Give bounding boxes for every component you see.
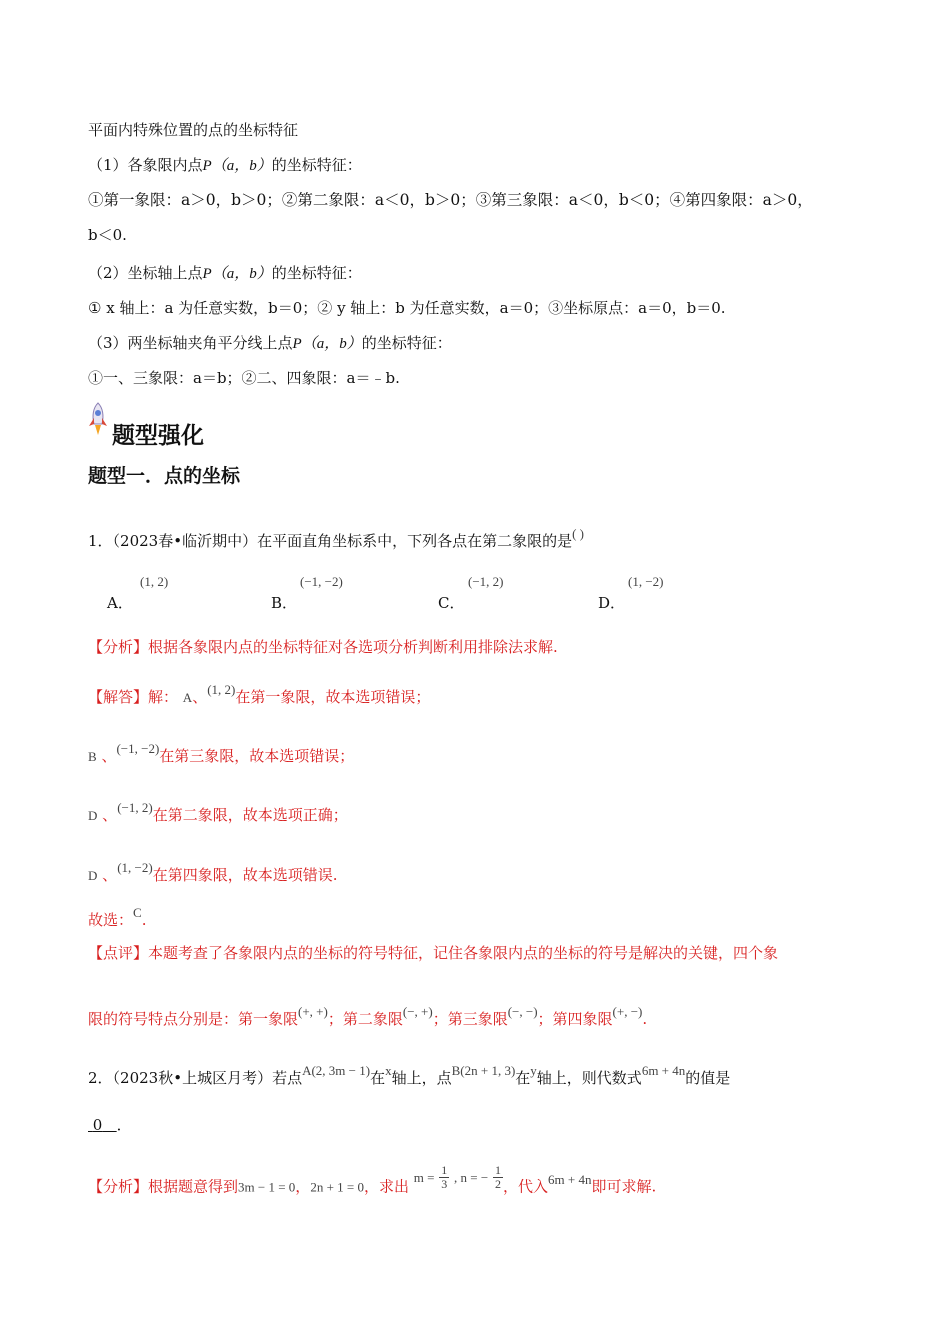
q1-stem bbox=[88, 526, 584, 551]
s2-label: （2）坐标轴上点 bbox=[88, 264, 203, 282]
q1-choose-prefix: 故选： bbox=[88, 911, 134, 929]
q1-option-a-value: (1, 2) bbox=[140, 574, 169, 589]
ans1-sep: 、 bbox=[192, 688, 208, 706]
q2-eq1: 3m − 1 = 0 bbox=[238, 1179, 296, 1195]
intro-title: 平面内特殊位置的点的坐标特征 bbox=[88, 121, 299, 139]
q2-analysis-a: 【分析】根据题意得到 bbox=[88, 1177, 239, 1196]
q2-point-b: B(2n + 1, 3) bbox=[451, 1063, 516, 1078]
q2-m-eq: m = bbox=[413, 1169, 435, 1185]
ans2-sep: 、 bbox=[101, 747, 117, 765]
ans1-text: 在第一象限，故本选项错误； bbox=[235, 688, 431, 706]
intro-s1-heading bbox=[88, 154, 362, 175]
q1-comment-line-2 bbox=[88, 1004, 648, 1029]
q1-option-d-value: (1, −2) bbox=[628, 574, 664, 589]
q1-comment2-c: ；第三象限 bbox=[432, 1010, 508, 1028]
q1-sign2: (−, +) bbox=[402, 1004, 433, 1019]
q2-eq2: 2n + 1 = 0 bbox=[310, 1179, 364, 1195]
q2-n-fraction bbox=[493, 1164, 503, 1191]
rocket-icon bbox=[86, 402, 110, 438]
s3-tail: 的坐标特征： bbox=[361, 334, 452, 352]
s3-point: P（a，b） bbox=[292, 336, 362, 352]
intro-s1-body2: b＜0. bbox=[88, 226, 127, 244]
q2-m-den: 3 bbox=[441, 1177, 448, 1191]
q2-n-eq: , n = − bbox=[454, 1169, 489, 1185]
ans2-letter: B bbox=[88, 749, 97, 764]
q1-answer-line-1 bbox=[88, 682, 431, 707]
q1-comment2-d: ；第四象限 bbox=[537, 1010, 613, 1028]
q1-paren: ( ) bbox=[572, 526, 584, 541]
q1-option-c-label: C． bbox=[438, 594, 465, 612]
q2-analysis-c: ，求出 bbox=[363, 1177, 409, 1196]
ans4-sep: 、 bbox=[102, 866, 118, 884]
q2-stem-b: 在 bbox=[370, 1069, 386, 1087]
s2-point: P（a，b） bbox=[202, 266, 272, 282]
q1-choose bbox=[88, 905, 147, 930]
q2-answer-value: 0 bbox=[92, 1116, 103, 1134]
q1-sign3: (−, −) bbox=[507, 1004, 538, 1019]
ans3-sep: 、 bbox=[102, 806, 118, 824]
q2-m-fraction bbox=[439, 1164, 449, 1191]
q1-comment: 【点评】本题考查了各象限内点的坐标的符号特征，记住各象限内点的坐标的符号是解决的关键，四个象 bbox=[88, 944, 779, 962]
q2-answer bbox=[88, 1116, 117, 1134]
q1-answer-line-2 bbox=[88, 741, 355, 766]
s2-tail: 的坐标特征： bbox=[271, 264, 362, 282]
q2-stem-a: 2．（2023秋•上城区月考）若点 bbox=[88, 1069, 303, 1087]
s1-label: （1）各象限内点 bbox=[88, 156, 203, 174]
ans1-letter: A bbox=[182, 690, 193, 705]
intro-s1-body: ①第一象限：a＞0，b＞0；②第二象限：a＜0，b＞0；③第三象限：a＜0，b＜0；④第四象限：a＞0， bbox=[88, 191, 813, 209]
q2-answer-line bbox=[88, 1114, 132, 1135]
ans3-text: 在第二象限，故本选项正确； bbox=[152, 806, 348, 824]
q2-n-den: 2 bbox=[495, 1177, 501, 1191]
q1-option-a-label: A． bbox=[107, 594, 133, 612]
q1-sign1: (+, +) bbox=[298, 1004, 328, 1019]
q1-choose-suffix: . bbox=[141, 911, 147, 929]
q2-stem-c: 轴上，点 bbox=[391, 1069, 452, 1087]
q2-analysis-b: ， bbox=[295, 1177, 311, 1196]
q2-x: x bbox=[385, 1063, 392, 1078]
q2-stem bbox=[88, 1063, 731, 1088]
q2-stem-e: 轴上，则代数式 bbox=[536, 1069, 642, 1087]
q1-option-b-label: B． bbox=[271, 594, 298, 612]
ans3-letter: D bbox=[88, 808, 98, 823]
intro-s3-heading bbox=[88, 332, 452, 353]
q1-option-b-value: (−1, −2) bbox=[300, 574, 343, 589]
q2-m-num: 1 bbox=[441, 1163, 448, 1177]
q1-answer-line-4 bbox=[88, 860, 338, 885]
q2-analysis bbox=[88, 1163, 657, 1201]
ans2-text: 在第三象限，故本选项错误； bbox=[159, 747, 355, 765]
q2-analysis-e: 即可求解. bbox=[591, 1177, 657, 1196]
s1-point: P（a，b） bbox=[202, 158, 272, 174]
q1-choose-letter: C bbox=[133, 905, 142, 920]
intro-s2-heading bbox=[88, 262, 362, 283]
q1-option-c-value: (−1, 2) bbox=[468, 574, 504, 589]
q1-comment2-e: . bbox=[642, 1010, 648, 1028]
q2-answer-tail: ． bbox=[116, 1116, 132, 1134]
ans2-point: (−1, −2) bbox=[116, 741, 160, 756]
q1-analysis: 【分析】根据各象限内点的坐标特征对各选项分析判断利用排除法求解. bbox=[88, 638, 558, 656]
section-subheading: 题型一．点的坐标 bbox=[88, 465, 241, 487]
ans3-point: (−1, 2) bbox=[117, 800, 153, 815]
q2-expr: 6m + 4n bbox=[641, 1063, 686, 1078]
q2-analysis-d: ，代入 bbox=[503, 1177, 549, 1196]
q2-stem-d: 在 bbox=[515, 1069, 531, 1087]
ans4-text: 在第四象限，故本选项错误. bbox=[152, 866, 338, 884]
q1-sign4: (+, −) bbox=[612, 1004, 643, 1019]
q2-expr2: 6m + 4n bbox=[548, 1171, 592, 1187]
ans4-letter: D bbox=[88, 868, 98, 883]
q2-point-a: A(2, 3m − 1) bbox=[302, 1063, 371, 1078]
q1-option-d-label: D． bbox=[598, 594, 626, 612]
intro-s3-body: ①一、三象限：a＝b；②二、四象限：a＝﹣b. bbox=[88, 369, 400, 387]
q1-answer-prefix: 【解答】解： bbox=[88, 688, 179, 706]
section-heading: 题型强化 bbox=[112, 423, 204, 449]
q2-n-num: 1 bbox=[495, 1163, 501, 1177]
s3-label: （3）两坐标轴夹角平分线上点 bbox=[88, 334, 293, 352]
intro-s2-body: ① x 轴上：a 为任意实数，b＝0；② y 轴上：b 为任意实数，a＝0；③坐标原点：a＝0，b＝0. bbox=[88, 299, 726, 317]
ans4-point: (1, −2) bbox=[117, 860, 153, 875]
q1-answer-line-3 bbox=[88, 800, 348, 825]
q2-stem-f: 的值是 bbox=[685, 1069, 731, 1087]
q2-y: y bbox=[530, 1063, 537, 1078]
q1-comment2-a: 限的符号特点分别是：第一象限 bbox=[88, 1010, 299, 1028]
s1-tail: 的坐标特征： bbox=[271, 156, 362, 174]
q1-comment2-b: ；第二象限 bbox=[327, 1010, 403, 1028]
ans1-point: (1, 2) bbox=[207, 682, 236, 697]
q1-stem-text: 1．（2023春•临沂期中）在平面直角坐标系中，下列各点在第二象限的是 bbox=[88, 532, 573, 550]
